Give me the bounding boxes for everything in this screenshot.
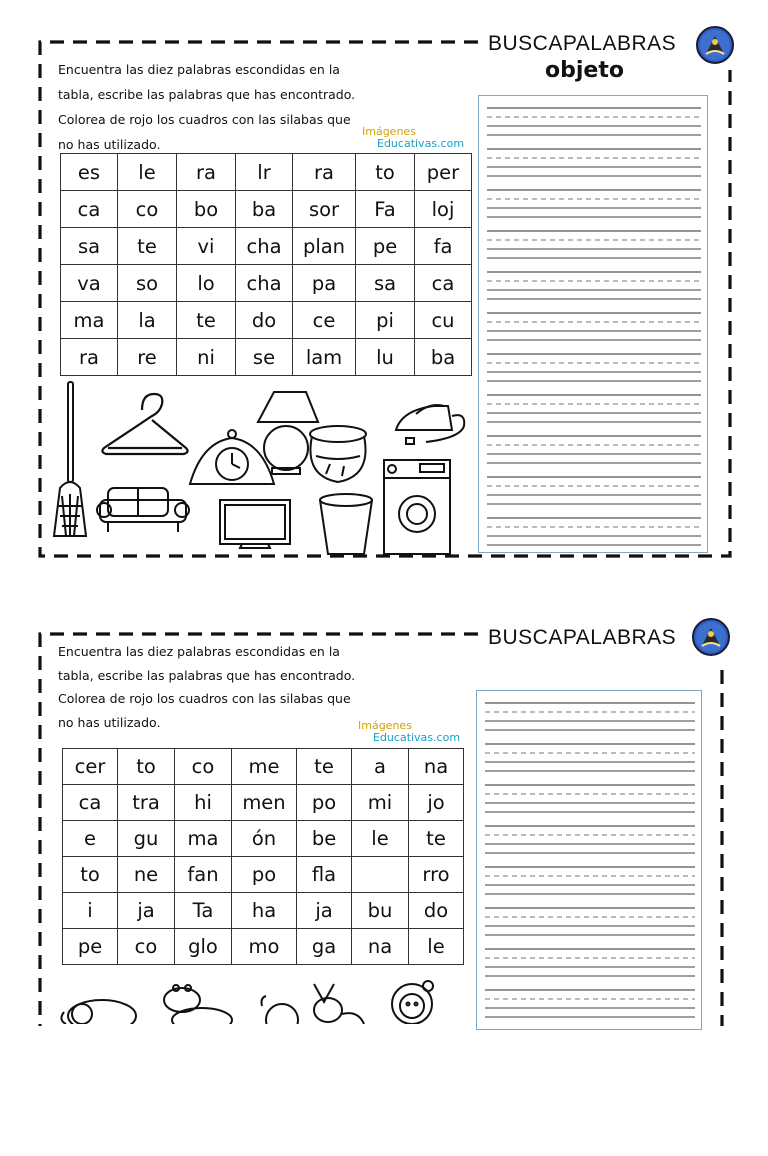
- syllable-cell[interactable]: Fa: [356, 191, 415, 228]
- watermark: [358, 720, 460, 744]
- syllable-cell[interactable]: do: [409, 893, 464, 929]
- syllable-cell[interactable]: lo: [177, 265, 236, 302]
- syllable-cell[interactable]: ra: [61, 339, 118, 376]
- syllable-cell[interactable]: i: [63, 893, 118, 929]
- syllable-cell[interactable]: pe: [63, 929, 118, 965]
- logo-badge: [692, 618, 730, 656]
- syllable-cell[interactable]: cha: [236, 228, 293, 265]
- category-title: objeto: [545, 58, 624, 83]
- instruction-line: Encuentra las diez palabras escondidas en la: [58, 62, 340, 77]
- syllable-cell[interactable]: le: [118, 154, 177, 191]
- syllable-cell[interactable]: cha: [236, 265, 293, 302]
- worksheet-animales: [0, 596, 768, 1156]
- syllable-cell[interactable]: sa: [356, 265, 415, 302]
- page-title: BUSCAPALABRAS: [488, 32, 677, 55]
- syllable-cell[interactable]: sor: [293, 191, 356, 228]
- syllable-cell[interactable]: to: [63, 857, 118, 893]
- animal-pictures: [52, 980, 452, 1024]
- syllable-cell[interactable]: Ta: [175, 893, 232, 929]
- syllable-cell[interactable]: te: [118, 228, 177, 265]
- syllable-cell[interactable]: ón: [232, 821, 297, 857]
- syllable-cell[interactable]: la: [118, 302, 177, 339]
- syllable-cell[interactable]: ca: [61, 191, 118, 228]
- instructions: [58, 640, 388, 734]
- iron-icon: [396, 405, 464, 444]
- grid-row: [63, 821, 464, 857]
- syllable-cell[interactable]: ca: [415, 265, 472, 302]
- watermark-line: Educativas.com: [373, 731, 461, 744]
- snail-icon: [262, 996, 299, 1024]
- syllable-cell[interactable]: na: [352, 929, 409, 965]
- syllable-grid: [62, 748, 464, 965]
- grid-row: [61, 154, 472, 191]
- syllable-cell[interactable]: cu: [415, 302, 472, 339]
- syllable-cell[interactable]: cer: [63, 749, 118, 785]
- instruction-line: tabla, escribe las palabras que has encontrado.: [58, 87, 356, 102]
- syllable-cell[interactable]: es: [61, 154, 118, 191]
- syllable-cell[interactable]: gu: [118, 821, 175, 857]
- syllable-cell[interactable]: ce: [293, 302, 356, 339]
- grid-row: [63, 893, 464, 929]
- syllable-cell[interactable]: co: [118, 929, 175, 965]
- instruction-line: Encuentra las diez palabras escondidas en la: [58, 644, 340, 659]
- syllable-cell[interactable]: mo: [232, 929, 297, 965]
- donkey-icon: [314, 984, 364, 1024]
- syllable-cell[interactable]: sa: [61, 228, 118, 265]
- syllable-cell[interactable]: co: [175, 749, 232, 785]
- lamp-icon: [258, 392, 318, 474]
- syllable-cell[interactable]: ni: [177, 339, 236, 376]
- syllable-cell[interactable]: pi: [356, 302, 415, 339]
- watermark: [362, 126, 464, 150]
- syllable-cell[interactable]: pe: [356, 228, 415, 265]
- syllable-cell[interactable]: lam: [293, 339, 356, 376]
- syllable-cell[interactable]: [352, 857, 409, 893]
- syllable-cell[interactable]: te: [177, 302, 236, 339]
- syllable-cell[interactable]: le: [409, 929, 464, 965]
- grid-row: [61, 302, 472, 339]
- syllable-cell[interactable]: va: [61, 265, 118, 302]
- syllable-cell[interactable]: do: [236, 302, 293, 339]
- syllable-cell[interactable]: ne: [118, 857, 175, 893]
- washing-machine-icon: [384, 460, 450, 554]
- syllable-cell[interactable]: me: [232, 749, 297, 785]
- syllable-cell[interactable]: a: [352, 749, 409, 785]
- logo-badge: [696, 26, 734, 64]
- tv-icon: [220, 500, 290, 548]
- syllable-cell[interactable]: po: [232, 857, 297, 893]
- instructions: [58, 57, 388, 157]
- syllable-cell[interactable]: lu: [356, 339, 415, 376]
- writing-lines[interactable]: [478, 95, 708, 553]
- grid-row: [63, 785, 464, 821]
- hippo-icon: [164, 985, 232, 1024]
- syllable-cell[interactable]: per: [415, 154, 472, 191]
- syllable-cell[interactable]: tra: [118, 785, 175, 821]
- syllable-cell[interactable]: po: [297, 785, 352, 821]
- grid-row: [63, 749, 464, 785]
- syllable-cell[interactable]: bo: [177, 191, 236, 228]
- syllable-cell[interactable]: mi: [352, 785, 409, 821]
- syllable-grid: [60, 153, 472, 376]
- syllable-cell[interactable]: bu: [352, 893, 409, 929]
- fishbowl-icon: [310, 426, 366, 482]
- syllable-cell[interactable]: be: [297, 821, 352, 857]
- grid-row: [61, 228, 472, 265]
- sofa-icon: [97, 488, 189, 532]
- syllable-cell[interactable]: co: [118, 191, 177, 228]
- syllable-cell[interactable]: ma: [61, 302, 118, 339]
- broom-icon: [54, 382, 86, 536]
- grid-row: [61, 339, 472, 376]
- syllable-cell[interactable]: to: [356, 154, 415, 191]
- syllable-cell[interactable]: ba: [415, 339, 472, 376]
- syllable-cell[interactable]: ba: [236, 191, 293, 228]
- syllable-cell[interactable]: plan: [293, 228, 356, 265]
- grid-row: [63, 929, 464, 965]
- instruction-line: no has utilizado.: [58, 714, 161, 730]
- syllable-cell[interactable]: fan: [175, 857, 232, 893]
- grid-row: [61, 191, 472, 228]
- worksheet-objetos: [0, 0, 768, 560]
- lion-icon: [392, 981, 433, 1024]
- clock-icon: [190, 430, 274, 484]
- syllable-cell[interactable]: fla: [297, 857, 352, 893]
- watermark-line: Imágenes: [362, 125, 416, 138]
- syllable-cell[interactable]: men: [232, 785, 297, 821]
- syllable-cell[interactable]: rro: [409, 857, 464, 893]
- syllable-cell[interactable]: ra: [177, 154, 236, 191]
- syllable-cell[interactable]: le: [352, 821, 409, 857]
- syllable-cell[interactable]: hi: [175, 785, 232, 821]
- syllable-cell[interactable]: vi: [177, 228, 236, 265]
- syllable-cell[interactable]: fa: [415, 228, 472, 265]
- syllable-cell[interactable]: ja: [297, 893, 352, 929]
- grid-row: [61, 265, 472, 302]
- syllable-cell[interactable]: na: [409, 749, 464, 785]
- instruction-line: tabla, escribe las palabras que has encontrado.: [58, 667, 356, 683]
- syllable-cell[interactable]: loj: [415, 191, 472, 228]
- syllable-cell[interactable]: pa: [293, 265, 356, 302]
- syllable-cell[interactable]: ja: [118, 893, 175, 929]
- page-title: BUSCAPALABRAS: [488, 626, 677, 649]
- object-pictures: [46, 376, 476, 556]
- hanger-icon: [102, 394, 187, 454]
- syllable-cell[interactable]: so: [118, 265, 177, 302]
- grid-row: [63, 857, 464, 893]
- instruction-line: Colorea de rojo los cuadros con las silabas que: [58, 112, 351, 127]
- syllable-cell[interactable]: te: [409, 821, 464, 857]
- instruction-line: Colorea de rojo los cuadros con las silabas que: [58, 691, 351, 706]
- syllable-cell[interactable]: ca: [63, 785, 118, 821]
- syllable-cell[interactable]: ra: [293, 154, 356, 191]
- syllable-cell[interactable]: to: [118, 749, 175, 785]
- watermark-line: Imágenes: [358, 719, 412, 732]
- syllable-cell[interactable]: ha: [232, 893, 297, 929]
- elephant-icon: [61, 1000, 136, 1024]
- writing-lines[interactable]: [476, 690, 702, 1030]
- syllable-cell[interactable]: re: [118, 339, 177, 376]
- syllable-cell[interactable]: e: [63, 821, 118, 857]
- syllable-cell[interactable]: jo: [409, 785, 464, 821]
- bucket-icon: [320, 494, 372, 554]
- syllable-cell[interactable]: te: [297, 749, 352, 785]
- syllable-cell[interactable]: glo: [175, 929, 232, 965]
- instruction-line: no has utilizado.: [58, 137, 161, 152]
- syllable-cell[interactable]: se: [236, 339, 293, 376]
- watermark-line: Educativas.com: [377, 137, 465, 150]
- syllable-cell[interactable]: lr: [236, 154, 293, 191]
- syllable-cell[interactable]: ga: [297, 929, 352, 965]
- syllable-cell[interactable]: ma: [175, 821, 232, 857]
